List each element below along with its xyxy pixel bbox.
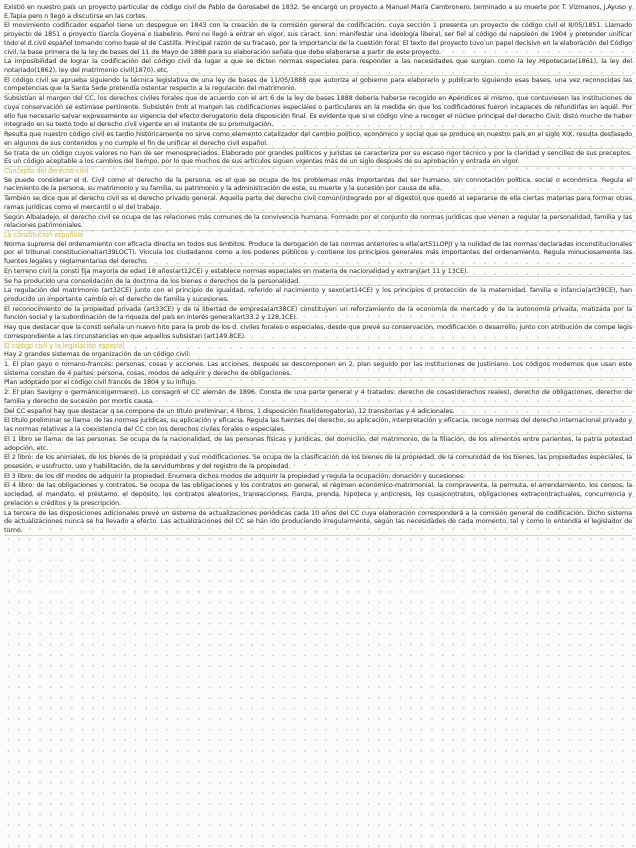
paragraph: Se trata de un código cuyos valores no han de ser menospreciados. Elaborado por grandes políticos y juristas se caracteriza por su escaso rigor técnico y por la claridad y sencillez de sus preceptos. Es un código aceptable a los cambios del tiempo, por lo que muchos de sus artículos siguen vigentes más de un siglo después de su aprobación y entrada en vigor.	[4, 148, 632, 166]
paragraph: El 1 libro se llama: de las personas. Se ocupa de la nacionalidad, de las personas físicas y jurídicas, del domicilio, del matrimonio, de la filiación, de los alimentos entre parientes, la patria potestad adopción, etc.	[4, 434, 632, 452]
paragraph: La imposibilidad de lograr la codificación del código civil da lugar a que se dicten normas especiales para responder a las necesidades que surgían como la ley Hipotecaria(1861), la ley del notariado(1862), ley del matrimonio civil(1870), etc.	[4, 57, 632, 75]
section-heading: La constitución española	[4, 230, 83, 239]
paragraph: La tercera de las disposiciones adicionales prevé un sistema de actualizaciones periódicas cada 10 años del CC cuya elaboración corresponderá a la comisión general de codificación. Dicho sistema de actualizaciones nunca se ha llevado a efecto. Las actualizaciones del CC se han ido produciendo irregularmente, según las necesidades de cada momento, tal y como lo entendía el legislador de turno.	[4, 508, 632, 534]
paragraph: El 3 libro: de los dif modos de adquirir la propiedad. Enumera dichos modos de adquirir la propiedad y regula la ocupación, donación y sucesiones.	[4, 472, 632, 482]
paragraph: Norma suprema del ordenamiento con eficacia directa en todos sus ámbitos. Produce la derogación de las normas anteriores a ella(art51LOPJ) y la nulidad de las normas declaradas inconstitucionales por el tribunal constitucional(art39LOCT). Vincula los ciudadanos como a los poderes públicos y contiene los principios generales más importantes del ordenamiento. Regula minuciosamente las fuentes legales y reglamentarias del derecho.	[4, 239, 632, 266]
paragraph: La regulación del matrimonio (art32CE) junto con el principio de igualdad, referido al nacimiento y sexo(art14CE) y los principios d protección de la maternidad, familia e infancia(art39CE), han producido un importante cambio en el derecho de familia y sucesiones.	[4, 286, 632, 303]
paragraph: El 2 libro: de los animales, de los bienes de la propiedad y sus modificaciones. Se ocupa de la clasificación de los bienes de la propiedad, de la comunidad de los bienes, las propiedades especiales, la posesión, e usufructo, uso y habilitación, de la servidumbres y del registro de la propiedad.	[4, 453, 632, 470]
paragraph: También se dice que el derecho civil es el derecho privado general. Aquella parte del derecho civil común(integrado por el digesto) que quedó al separarse de ella ciertas materias para formar otras ramas jurídicas como el mercantil o el del trabajo.	[4, 194, 632, 211]
paragraph: Hay 2 grandes sistemas de organización de un código civil:	[4, 350, 632, 360]
paragraph: Hay que destacar que la consti señala un nuevo hito para la prob de los d. civiles forales o especiales, desde que prevé su conservación, modificación o desarrollo, junto con atribución de compe legis correspondiente a las circunstancias en que aquellos subsistan (art149.8CE).	[4, 323, 632, 340]
paragraph: El título preliminar se llama: de las normas jurídicas, su aplicación y eficacia. Regula las fuentes del derecho, su aplicación, interpretación y eficacia, recoge normas del derecho internacional privado y las normas relativas a la coexistencia del CC con los derechos civiles forales o especiales.	[4, 416, 632, 434]
paragraph: Se puede considerar el d. Civil como el derecho de la persona, es el que se ocupa de los problemas más importantes del ser humano, sin connotación política, social o económica. Regula el nacimiento de la persona, su matrimonio y su familia, su patrimonio y la administración de este, su muerte y la sucesión por causa de ella.	[4, 175, 632, 193]
paragraph: El código civil se aprueba siguiendo la técnica legislativa de una ley de bases de 11/05/1888 que autoriza al gobierno para elaborarlo y publicarlo siguiendo esas bases, una vez reconocidas las competencias que la Santa Sede pretendía ostentar respecto a la regulación del matrimonio.	[4, 75, 632, 93]
section-heading: El código civil y la legislación especial	[4, 341, 125, 350]
paragraph: Según Albaladejo, el derecho civil se ocupa de las relaciones más comunes de la convivencia humana. Formado por el conjunto de normas jurídicas que vienen a regular la personalidad, familia y las relaciones patrimoniales.	[4, 212, 632, 230]
paragraph: Del CC español hay que destacar q se compone de un título preliminar, 4 libros, 1 disposición final(derogatoria), 12 transitorias y 4 adicionales.	[4, 407, 632, 417]
paragraph: Plan adoptado por el código civil francés de 1804 y su influjo.	[4, 378, 632, 388]
paragraph: Se ha producido una consolidación de la doctrina de los bienes o derechos de la personalidad.	[4, 277, 632, 287]
document-page	[4, 3, 632, 845]
paragraph: Existió en nuestro país un proyecto particular de código civil de Pablo de Gorosabel de 1832. Se encargó un proyecto a Manuel María Cambronero, terminado a su muerte por T. Vizmanos, J.Ayuso y E.Tapia pero n llegó a discutirse en las cortes.	[4, 3, 632, 20]
paragraph: 1. El plan gayo o romano-francés: personas, cosas y acciones. Las acciones, después se descomponen en 2, plan seguido por las instituciones de Justiniano. Los códigos modernos que usan este sistema constan de 4 partes: persona, cosas, modos de adquirir y derecho de obligaciones.	[4, 360, 632, 377]
paragraph: El 4 libro: de las obligaciones y contratos. Se ocupa de las obligaciones y los contratos en general, el régimen económico-matrimonial, la compraventa, la permuta, el arrendamiento, los censos, la sociedad, el mandato, el préstamo, el depósito, los contratos aleatorios, transacciones, Fianza, prenda, hipoteca y anticresis, los cuasicontratos, obligaciones extracontractuales, concurrencia y prelación e créditos y la prescripción.	[4, 481, 632, 507]
paragraph: El reconocimiento de la propiedad privada (art33CE) y de la libertad de empresa(art38CE) constituyen un reforzamiento de la economía de mercado y de la autonomía privada, matizada por la función social y la subordinación de la riqueza del país en interés general(art33.2 y 128,1CE).	[4, 304, 632, 322]
paragraph: Subsistían al margen del CC, los derechos civiles forales que de acuerdo con el art 6 de la ley de bases 1888 debería haberse recogido en Apéndices al mismo, que contuviesen las instituciones de cuya conservación se estimase pertinente. Subsistén tmb al margen las codificaciones especiales o particulares en la medida en que los codificadores fueron incapaces de refundirlas en aquél. Por ello fue necesario salvar expresamente su vigencia del efecto derogatorio dela disposición final. Es evidente que si el código vino a recoger el núcleo principal del derecho Civil, distó mucho de haber integrado en su texto todo el derecho civil vigente en el instante de su promulgación.	[4, 94, 632, 129]
section-heading: Concepto del derecho civil	[4, 166, 89, 175]
paragraph: En terreno civil la consti fija mayoría de edad 18 años(art12CE) y establece normas especiales en materia de nacionalidad y extranj(art 11 y 13CE).	[4, 267, 632, 277]
paragraph: 2. El plan Savigny o germánico(germano). Lo consagró el CC alemán de 1896. Consta de una parte general y 4 tratados: derecho de cosas(derechos reales), derecho de obligaciones, derecho de familia y derecho de sucesión por mortis causa.	[4, 388, 632, 405]
paragraph: El movimiento codificador español tiene un despegue en 1843 con la creación de la comisión general de codificación, cuya sección 1 presenta un proyecto de código civil el 8/05/1851. Llamado proyecto de 1851 o proyecto García Goyena o Isabelino. Pero no llegó a entrar en vigor, sus caract. son: manifestar una ideología liberal, ser fiel al código de napoleón de 1904 y pretender unificar todo el d.civil español tomando como base el de Castilla. Principal razón de su fracaso, por la importancia de la cuestión foral. El texto del proyecto tuvo un papel decisivo en la elaboración del Código civil, la base primera de la ley de bases del 11 de Mayo de 1888 para su elaboración señala que debe elaborarse a partir de este proyecto.	[4, 21, 632, 56]
paragraph: Resulta que nuestro código civil es tardío históricamente no sirve como elemento catalizador del cambio político, económico y social que se produce en nuestro país en el siglo XIX, resulta desfasado en algunos de sus contenidos y no cumple el fin de unificar el derecho civil español.	[4, 130, 632, 147]
